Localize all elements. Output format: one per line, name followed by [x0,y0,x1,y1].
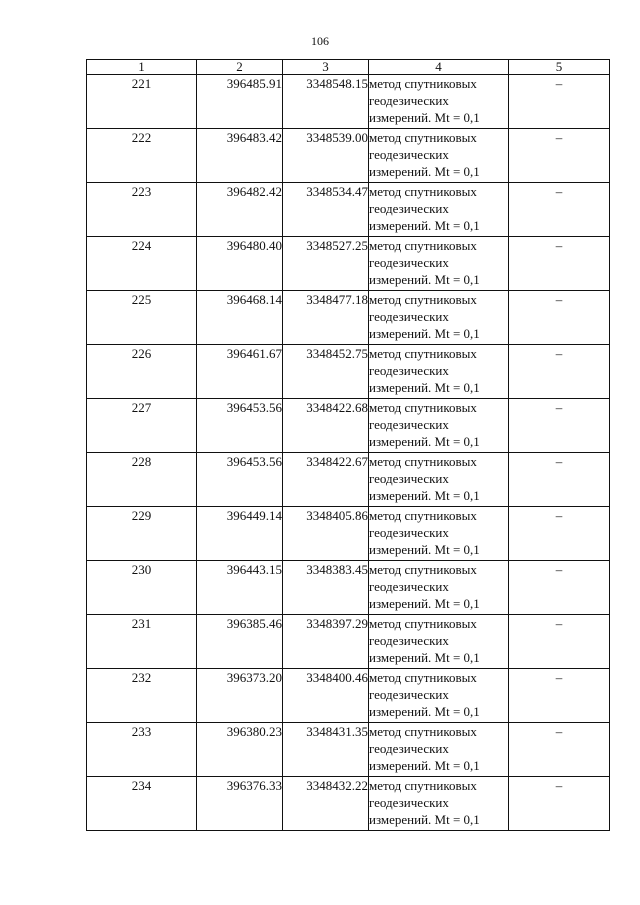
point-number-cell: 225 [87,291,197,345]
method-line: измерений. Mt = 0,1 [369,326,480,341]
header-col-5: 5 [509,60,610,75]
table-row [87,777,610,831]
method-line: измерений. Mt = 0,1 [369,758,480,773]
method-line: геодезических [369,255,449,270]
method-line: измерений. Mt = 0,1 [369,110,480,125]
method-line: метод спутниковых [369,184,477,199]
table-row [87,669,610,723]
point-number-cell: 230 [87,561,197,615]
point-number-cell: 231 [87,615,197,669]
error-cell: – [509,453,610,507]
method-line: метод спутниковых [369,670,477,685]
table-body [87,75,610,831]
error-cell: – [509,399,610,453]
x-coordinate-cell: 396485.91 [197,75,283,129]
y-coordinate-cell: 3348539.00 [283,129,369,183]
method-line: геодезических [369,363,449,378]
method-line: метод спутниковых [369,238,477,253]
header-col-3: 3 [283,60,369,75]
error-cell: – [509,561,610,615]
x-coordinate-cell: 396449.14 [197,507,283,561]
point-number-cell: 223 [87,183,197,237]
method-line: измерений. Mt = 0,1 [369,434,480,449]
table-row [87,615,610,669]
method-line: измерений. Mt = 0,1 [369,812,480,827]
x-coordinate-cell: 396468.14 [197,291,283,345]
method-cell [369,777,509,831]
y-coordinate-cell: 3348422.67 [283,453,369,507]
method-line: измерений. Mt = 0,1 [369,218,480,233]
method-cell [369,345,509,399]
method-line: геодезических [369,201,449,216]
method-line: геодезических [369,417,449,432]
method-line: метод спутниковых [369,778,477,793]
x-coordinate-cell: 396453.56 [197,453,283,507]
point-number-cell: 224 [87,237,197,291]
table-row [87,399,610,453]
error-cell: – [509,75,610,129]
method-cell [369,183,509,237]
point-number-cell: 222 [87,129,197,183]
point-number-cell: 226 [87,345,197,399]
method-line: измерений. Mt = 0,1 [369,704,480,719]
x-coordinate-cell: 396385.46 [197,615,283,669]
point-number-cell: 227 [87,399,197,453]
method-cell [369,129,509,183]
method-line: метод спутниковых [369,454,477,469]
method-line: измерений. Mt = 0,1 [369,272,480,287]
method-line: измерений. Mt = 0,1 [369,542,480,557]
coordinates-table [86,59,610,831]
y-coordinate-cell: 3348548.15 [283,75,369,129]
x-coordinate-cell: 396453.56 [197,399,283,453]
table-row [87,453,610,507]
x-coordinate-cell: 396480.40 [197,237,283,291]
y-coordinate-cell: 3348431.35 [283,723,369,777]
method-cell [369,615,509,669]
y-coordinate-cell: 3348397.29 [283,615,369,669]
method-line: геодезических [369,795,449,810]
error-cell: – [509,291,610,345]
y-coordinate-cell: 3348477.18 [283,291,369,345]
header-col-4: 4 [369,60,509,75]
x-coordinate-cell: 396443.15 [197,561,283,615]
method-line: измерений. Mt = 0,1 [369,596,480,611]
method-line: измерений. Mt = 0,1 [369,488,480,503]
method-line: геодезических [369,471,449,486]
table-row [87,237,610,291]
x-coordinate-cell: 396376.33 [197,777,283,831]
method-cell [369,75,509,129]
point-number-cell: 228 [87,453,197,507]
method-line: метод спутниковых [369,562,477,577]
error-cell: – [509,777,610,831]
method-line: метод спутниковых [369,508,477,523]
table-row [87,75,610,129]
table-row [87,345,610,399]
y-coordinate-cell: 3348405.86 [283,507,369,561]
method-line: метод спутниковых [369,292,477,307]
error-cell: – [509,183,610,237]
method-line: измерений. Mt = 0,1 [369,650,480,665]
x-coordinate-cell: 396373.20 [197,669,283,723]
method-line: геодезических [369,93,449,108]
method-line: метод спутниковых [369,400,477,415]
page-number: 106 [311,34,329,48]
y-coordinate-cell: 3348383.45 [283,561,369,615]
point-number-cell: 232 [87,669,197,723]
table-row [87,183,610,237]
header-row [87,60,610,75]
error-cell: – [509,345,610,399]
method-line: геодезических [369,525,449,540]
table-header [87,60,610,75]
method-line: метод спутниковых [369,76,477,91]
method-cell [369,561,509,615]
method-line: геодезических [369,687,449,702]
method-cell [369,237,509,291]
error-cell: – [509,669,610,723]
point-number-cell: 234 [87,777,197,831]
method-cell [369,507,509,561]
x-coordinate-cell: 396482.42 [197,183,283,237]
header-col-2: 2 [197,60,283,75]
table-row [87,291,610,345]
method-line: метод спутниковых [369,130,477,145]
x-coordinate-cell: 396461.67 [197,345,283,399]
point-number-cell: 221 [87,75,197,129]
y-coordinate-cell: 3348527.25 [283,237,369,291]
error-cell: – [509,615,610,669]
method-cell [369,291,509,345]
x-coordinate-cell: 396483.42 [197,129,283,183]
y-coordinate-cell: 3348400.46 [283,669,369,723]
method-line: метод спутниковых [369,724,477,739]
y-coordinate-cell: 3348432.22 [283,777,369,831]
error-cell: – [509,507,610,561]
error-cell: – [509,723,610,777]
point-number-cell: 233 [87,723,197,777]
point-number-cell: 229 [87,507,197,561]
method-line: измерений. Mt = 0,1 [369,380,480,395]
x-coordinate-cell: 396380.23 [197,723,283,777]
method-cell [369,723,509,777]
table-row [87,129,610,183]
method-line: геодезических [369,633,449,648]
error-cell: – [509,129,610,183]
y-coordinate-cell: 3348452.75 [283,345,369,399]
method-line: геодезических [369,309,449,324]
method-line: метод спутниковых [369,346,477,361]
table-row [87,507,610,561]
method-line: метод спутниковых [369,616,477,631]
table-row [87,723,610,777]
method-line: геодезических [369,579,449,594]
error-cell: – [509,237,610,291]
y-coordinate-cell: 3348422.68 [283,399,369,453]
method-cell [369,669,509,723]
header-col-1: 1 [87,60,197,75]
method-cell [369,453,509,507]
y-coordinate-cell: 3348534.47 [283,183,369,237]
method-cell [369,399,509,453]
method-line: геодезических [369,147,449,162]
method-line: измерений. Mt = 0,1 [369,164,480,179]
method-line: геодезических [369,741,449,756]
table-row [87,561,610,615]
